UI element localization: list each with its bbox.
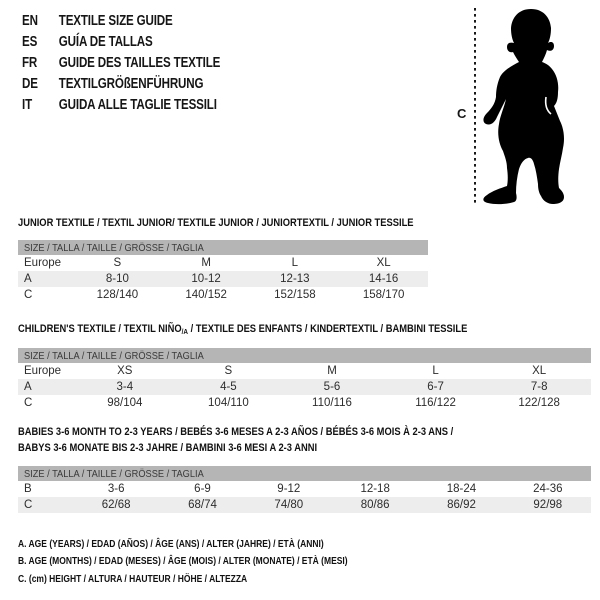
children-title-sub: /A	[181, 327, 188, 336]
language-row	[22, 11, 220, 32]
row-label: C	[24, 289, 33, 301]
language-code: ES	[22, 34, 38, 51]
babies-title-line1-wrap	[18, 424, 530, 440]
table-row	[18, 271, 428, 287]
table-row	[18, 255, 428, 271]
row-label: C	[24, 397, 33, 409]
language-code: DE	[22, 75, 38, 92]
children-section-title-text	[18, 323, 467, 335]
table-cell: 14-16	[368, 273, 399, 285]
table-cell: 4-5	[220, 381, 237, 393]
table-cell: 9-12	[277, 483, 301, 495]
table-row	[18, 395, 591, 411]
table-cell: 62/68	[101, 499, 131, 511]
table-cell: 18-24	[446, 483, 477, 495]
size-header-bar	[18, 240, 428, 255]
size-header-label: SIZE / TALLA / TAILLE / GRÖSSE / TAGLIA	[24, 467, 204, 480]
table-cell: M	[201, 257, 211, 269]
table-cell: 6-9	[194, 483, 211, 495]
row-label: Europe	[24, 257, 62, 269]
babies-title-line2: BABYS 3-6 MONATE BIS 2-3 JAHRE / BAMBINI 3-6 MESI A 2-3 ANNI	[18, 442, 318, 454]
junior-section-title	[18, 217, 483, 229]
size-header-bar	[18, 466, 591, 481]
language-title: GUÍA DE TALLAS	[58, 34, 153, 51]
table-cell: L	[432, 365, 439, 377]
language-title: GUIDA ALLE TAGLIE TESSILI	[58, 96, 217, 113]
table-cell: 158/170	[362, 289, 405, 301]
language-code: FR	[22, 54, 38, 71]
note-age-years	[18, 536, 406, 553]
table-cell: S	[113, 257, 122, 269]
table-cell: XL	[376, 257, 391, 269]
language-code: EN	[22, 13, 38, 30]
table-cell: 92/98	[533, 499, 563, 511]
table-row	[18, 363, 591, 379]
note-age-years-text: A. AGE (YEARS) / EDAD (AÑOS) / ÂGE (ANS) / ALTER (JAHRE) / ETÀ (ANNI)	[18, 539, 324, 551]
table-cell: 12-18	[360, 483, 390, 495]
table-row	[18, 481, 591, 497]
table-cell: 152/158	[274, 289, 316, 301]
table-cell: 10-12	[191, 273, 221, 285]
table-cell: 116/122	[415, 397, 456, 409]
table-cell: M	[327, 365, 337, 377]
table-cell: XS	[117, 365, 133, 377]
row-label: C	[24, 499, 33, 511]
children-title-main: CHILDREN'S TEXTILE / TEXTIL NIÑO	[18, 323, 182, 335]
size-header-bar	[18, 348, 591, 363]
row-label: A	[24, 381, 32, 393]
height-measure-label: C	[457, 106, 467, 121]
language-row	[22, 32, 220, 53]
note-height-cm-text: C. (cm) HEIGHT / ALTURA / HAUTEUR / HÖHE / ALTEZZA	[18, 573, 248, 585]
legend-notes	[18, 536, 406, 588]
table-row	[18, 379, 591, 395]
junior-size-table	[18, 240, 428, 303]
note-height-cm	[18, 571, 406, 588]
note-age-months-text: B. AGE (MONTHS) / EDAD (MESES) / ÂGE (MOIS) / ALTER (MONATE) / ETÀ (MESI)	[18, 556, 348, 568]
table-cell: 7-8	[530, 381, 548, 393]
language-row	[22, 73, 220, 94]
junior-section-title-text: JUNIOR TEXTILE / TEXTIL JUNIOR/ TEXTILE JUNIOR / JUNIORTEXTIL / JUNIOR TESSILE	[18, 217, 414, 229]
table-cell: 122/128	[518, 397, 560, 409]
row-label: A	[24, 273, 32, 285]
note-age-months	[18, 553, 406, 570]
babies-title-line2-wrap	[18, 440, 530, 456]
table-cell: 24-36	[533, 483, 563, 495]
table-cell: 3-4	[116, 381, 134, 393]
table-cell: 3-6	[107, 483, 125, 495]
size-header-label: SIZE / TALLA / TAILLE / GRÖSSE / TAGLIA	[24, 349, 204, 362]
table-cell: 6-7	[427, 381, 444, 393]
table-row	[18, 497, 591, 513]
language-row	[22, 53, 220, 74]
table-cell: 128/140	[96, 289, 139, 301]
table-cell: 110/116	[312, 397, 352, 409]
language-title: GUIDE DES TAILLES TEXTILE	[58, 54, 221, 71]
table-cell: 5-6	[323, 381, 341, 393]
language-title: TEXTILGRÖßENFÜHRUNG	[58, 75, 204, 92]
table-cell: 74/80	[274, 499, 304, 511]
babies-size-table	[18, 466, 591, 513]
table-cell: L	[291, 257, 299, 269]
table-cell: 8-10	[105, 273, 129, 285]
language-title-list	[22, 11, 220, 115]
language-code: IT	[22, 96, 32, 113]
table-cell: 140/152	[185, 289, 227, 301]
babies-section-title	[18, 424, 530, 456]
table-row	[18, 287, 428, 303]
children-size-table	[18, 348, 591, 411]
size-header-label: SIZE / TALLA / TAILLE / GRÖSSE / TAGLIA	[24, 241, 204, 254]
table-cell: 104/110	[208, 397, 249, 409]
table-cell: 98/104	[107, 397, 143, 409]
language-title: TEXTILE SIZE GUIDE	[58, 13, 173, 30]
table-cell: 68/74	[188, 499, 217, 511]
table-cell: 12-13	[280, 273, 310, 285]
table-cell: XL	[532, 365, 547, 377]
table-cell: 80/86	[360, 499, 390, 511]
table-cell: S	[224, 365, 233, 377]
table-cell: 86/92	[447, 499, 476, 511]
row-label: Europe	[24, 365, 62, 377]
babies-title-line1: BABIES 3-6 MONTH TO 2-3 YEARS / BEBÉS 3-6 MESES A 2-3 AÑOS / BÉBÉS 3-6 MOIS À 2-3 ANS /	[18, 426, 454, 438]
language-row	[22, 94, 220, 115]
children-section-title	[18, 323, 547, 335]
toddler-silhouette-shape	[483, 9, 564, 204]
children-title-rest: / TEXTILE DES ENFANTS / KINDERTEXTIL / BAMBINI TESSILE	[187, 323, 468, 335]
row-label: B	[24, 483, 32, 495]
